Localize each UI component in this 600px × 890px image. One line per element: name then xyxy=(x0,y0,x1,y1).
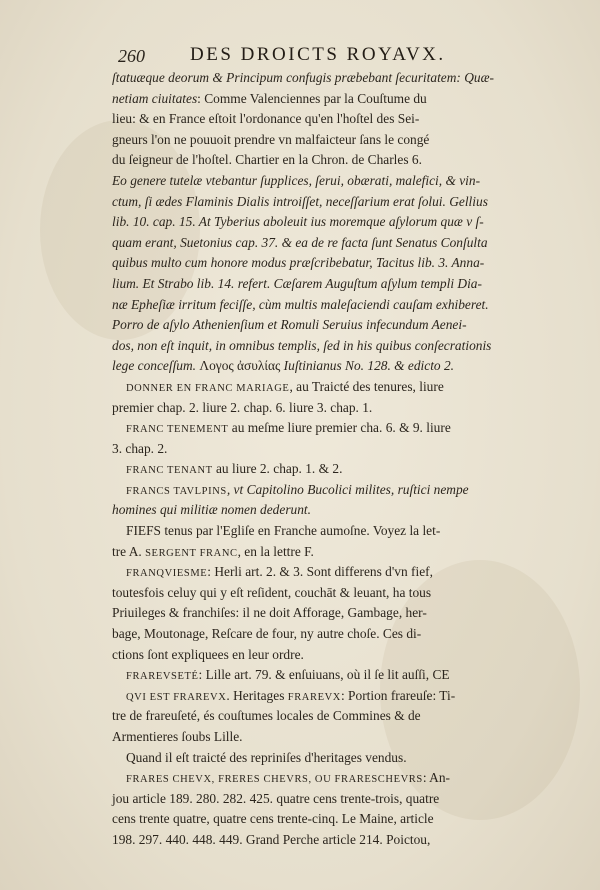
text-line xyxy=(112,521,524,542)
text-segment: ſtatuæque deorum & Principum confugis præbebant ſecuritatem: Quæ- xyxy=(112,70,494,85)
entry-term: FRARES CHEVX, FRERES CHEVRS, OU FRARESCHEVRS xyxy=(126,774,423,786)
text-line xyxy=(112,171,524,192)
body-text xyxy=(112,68,524,851)
text-segment: quibus multo cum honore modus præſcribebatur, Tacitus lib. 3. Anna- xyxy=(112,255,485,271)
text-segment: næ Epheſiæ irritum feciſſe, cùm multis maleſaciendi cauſam exhiberet. xyxy=(112,296,489,312)
text-segment: 198. 297. 440. 448. 449. Grand Perche article 214. Poictou, xyxy=(112,831,431,847)
entry-term: QVI EST FRAREVX xyxy=(126,691,227,703)
text-line xyxy=(112,315,524,336)
text-segment: : Comme Valenciennes par la Couſtume du xyxy=(197,90,427,106)
text-segment: . Heritages xyxy=(226,687,288,703)
text-segment: , en la lettre F. xyxy=(237,543,314,559)
text-segment: du ſeigneur de l'hoſtel. Chartier en la Chron. de Charles 6. xyxy=(112,152,422,168)
text-line xyxy=(112,130,524,151)
text-segment: toutesfois celuy qui y eſt reſident, couchāt & leuant, ha tous xyxy=(112,584,432,600)
text-line xyxy=(112,727,524,748)
text-segment: Λογος ἀσυλίας xyxy=(199,358,284,374)
text-segment: bage, Moutonage, Reſcare de four, ny autre choſe. Ces di- xyxy=(112,626,422,642)
text-segment: Quand il eſt traicté des repriniſes d'heritages vendus. xyxy=(126,749,407,765)
text-line xyxy=(112,645,524,666)
entry-term: SERGENT FRANC xyxy=(145,547,238,559)
text-line xyxy=(112,830,524,851)
text-segment: lieu: & en France eſtoit l'ordonance qu'en l'hoſtel des Sei- xyxy=(112,111,420,127)
text-segment: Priuileges & franchiſes: il ne doit Afforage, Gambage, her- xyxy=(112,605,427,621)
text-line xyxy=(112,418,524,439)
text-line xyxy=(112,686,524,707)
text-line xyxy=(112,665,524,686)
text-segment: , vt Capitolino Bucolici milites, ruſtici nempe xyxy=(226,481,469,497)
text-line xyxy=(112,562,524,583)
text-segment: Eo genere tutelæ vtebantur ſupplices, ſerui, obærati, malefici, & vin- xyxy=(112,172,481,188)
text-line xyxy=(112,439,524,460)
text-line xyxy=(112,336,524,357)
running-title: DES DROICTS ROYAVX. xyxy=(190,44,446,65)
text-segment: 3. chap. 2. xyxy=(112,440,168,456)
text-line xyxy=(112,253,524,274)
text-segment: : An- xyxy=(422,770,450,786)
text-segment: lium. Et Strabo lib. 14. refert. Cæſarem Auguſtum aſylum templi Dia- xyxy=(112,275,482,291)
page-number: 260 xyxy=(118,46,145,66)
text-segment: : Portion frareuſe: Ti- xyxy=(340,687,456,703)
text-segment: au meſme liure premier cha. 6. & 9. liure xyxy=(228,420,451,436)
text-segment: dos, non eſt inquit, in omnibus templis, ſed in his quibus conſecrationis xyxy=(112,337,492,353)
text-segment: Armentieres ſoubs Lille. xyxy=(112,729,243,744)
text-segment: premier chap. 2. liure 2. chap. 6. liure 3. chap. 1. xyxy=(112,399,373,415)
text-line xyxy=(112,789,524,810)
text-segment: quam erant, Suetonius cap. 37. & ea de re facta ſunt Senatus Conſulta xyxy=(112,234,488,250)
text-line xyxy=(112,356,524,377)
text-line xyxy=(112,768,524,789)
entry-term: FRAREVSETÉ xyxy=(126,671,199,683)
text-segment: tre de frareuſeté, és couſtumes locales de Commines & de xyxy=(112,708,421,724)
text-segment: : Herli art. 2. & 3. Sont differens d'vn fief, xyxy=(207,564,433,580)
entry-term: FRAREVX xyxy=(287,691,341,703)
text-segment: tre A. xyxy=(112,543,146,559)
entry-term: FRANQVIESME xyxy=(126,568,208,580)
entry-term: FRANCS TAVLPINS xyxy=(126,485,227,497)
text-line xyxy=(112,109,524,130)
text-segment: FIEFS tenus par l'Egliſe en Franche aumoſne. Voyez la let- xyxy=(126,523,441,539)
text-segment: lib. 10. cap. 15. At Tyberius aboleuit ius moremque aſylorum quæ v ſ- xyxy=(112,214,484,230)
text-segment: , au Traicté des tenures, liure xyxy=(289,378,444,394)
text-line xyxy=(112,624,524,645)
text-segment: jou article 189. 280. 282. 425. quatre cens trente-trois, quatre xyxy=(112,790,440,806)
text-line xyxy=(112,583,524,604)
text-segment: cens trente quatre, quatre cens trente-cinq. Le Maine, article xyxy=(112,811,434,827)
text-line xyxy=(112,192,524,213)
text-segment: netiam ciuitates xyxy=(112,90,198,106)
text-line xyxy=(112,377,524,398)
text-line xyxy=(112,274,524,295)
text-line xyxy=(112,809,524,830)
text-line xyxy=(112,459,524,480)
text-line xyxy=(112,480,524,501)
page-header xyxy=(118,44,498,68)
text-line xyxy=(112,233,524,254)
text-segment: ctions ſont expliquees en leur ordre. xyxy=(112,646,304,662)
entry-term: FRANC TENANT xyxy=(126,465,213,477)
entry-term: FRANC TENEMENT xyxy=(126,424,229,436)
text-segment: : Lille art. 79. & enſuiuans, où il ſe lit auſſi, CE xyxy=(198,667,450,683)
text-line xyxy=(112,748,524,769)
text-line xyxy=(112,603,524,624)
text-line xyxy=(112,500,524,521)
text-segment: Iuſtinianus No. 128. & edicto 2. xyxy=(283,358,455,374)
text-line xyxy=(112,706,524,727)
text-line xyxy=(112,295,524,316)
text-segment: au liure 2. chap. 1. & 2. xyxy=(212,461,343,477)
text-line xyxy=(112,542,524,563)
text-segment: lege conceſſum. xyxy=(112,358,200,374)
text-line xyxy=(112,398,524,419)
text-segment: Porro de aſylo Athenienſium et Romuli Seruius infecundum Aenei- xyxy=(112,317,467,333)
text-line xyxy=(112,212,524,233)
text-segment: gneurs l'on ne pouuoit prendre vn malfaicteur ſans le congé xyxy=(112,131,430,147)
text-segment: homines qui militiæ nomen dederunt. xyxy=(112,502,311,518)
entry-term: DONNER EN FRANC MARIAGE xyxy=(126,382,290,394)
text-line xyxy=(112,150,524,171)
text-segment: ctum, ſi ædes Flaminis Dialis introiſſet, neceſſarium erat ſolui. Gellius xyxy=(112,193,488,209)
text-line xyxy=(112,68,524,89)
text-line xyxy=(112,89,524,110)
